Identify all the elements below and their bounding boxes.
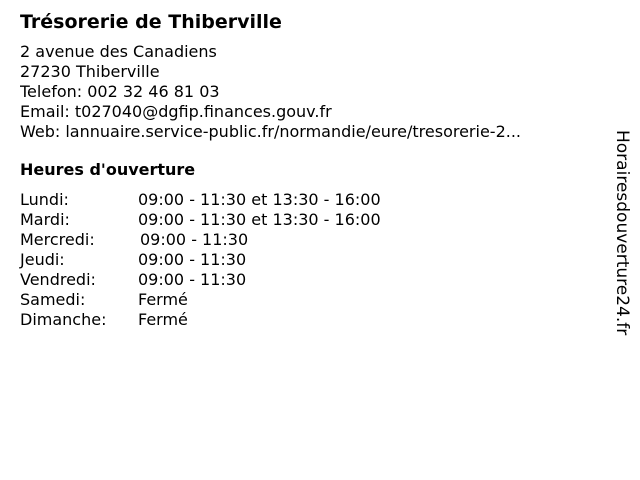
brand-watermark: Horairesdouverture24.fr <box>612 130 632 336</box>
day-hours: 09:00 - 11:30 <box>138 250 247 269</box>
web-line: Web: lannuaire.service-public.fr/normandie/eure/tresorerie-2... <box>20 122 522 141</box>
day-hours: 09:00 - 11:30 et 13:30 - 16:00 <box>138 210 381 229</box>
day-label: Samedi: <box>20 290 86 309</box>
day-label: Mardi: <box>20 210 70 229</box>
hours-row-tuesday <box>20 210 600 230</box>
hours-row-friday <box>20 270 600 290</box>
phone-line: Telefon: 002 32 46 81 03 <box>20 82 220 101</box>
day-hours: Fermé <box>138 310 188 329</box>
day-hours: 09:00 - 11:30 <box>138 270 247 289</box>
hours-heading: Heures d'ouverture <box>20 160 196 179</box>
day-hours: Fermé <box>138 290 188 309</box>
hours-table <box>20 190 600 330</box>
day-label: Dimanche: <box>20 310 107 329</box>
address-street: 2 avenue des Canadiens <box>20 42 217 61</box>
hours-row-thursday <box>20 250 600 270</box>
day-label: Vendredi: <box>20 270 96 289</box>
day-label: Jeudi: <box>20 250 65 269</box>
hours-row-monday <box>20 190 600 210</box>
day-hours: 09:00 - 11:30 et 13:30 - 16:00 <box>138 190 381 209</box>
day-label: Lundi: <box>20 190 69 209</box>
day-label: Mercredi: <box>20 230 95 249</box>
hours-row-sunday <box>20 310 600 330</box>
office-card <box>20 10 600 330</box>
day-hours: 09:00 - 11:30 <box>140 230 249 249</box>
address-city: 27230 Thiberville <box>20 62 160 81</box>
email-line: Email: t027040@dgfip.finances.gouv.fr <box>20 102 332 121</box>
hours-row-wednesday <box>20 230 600 250</box>
office-title: Trésorerie de Thiberville <box>20 11 282 33</box>
hours-row-saturday <box>20 290 600 310</box>
